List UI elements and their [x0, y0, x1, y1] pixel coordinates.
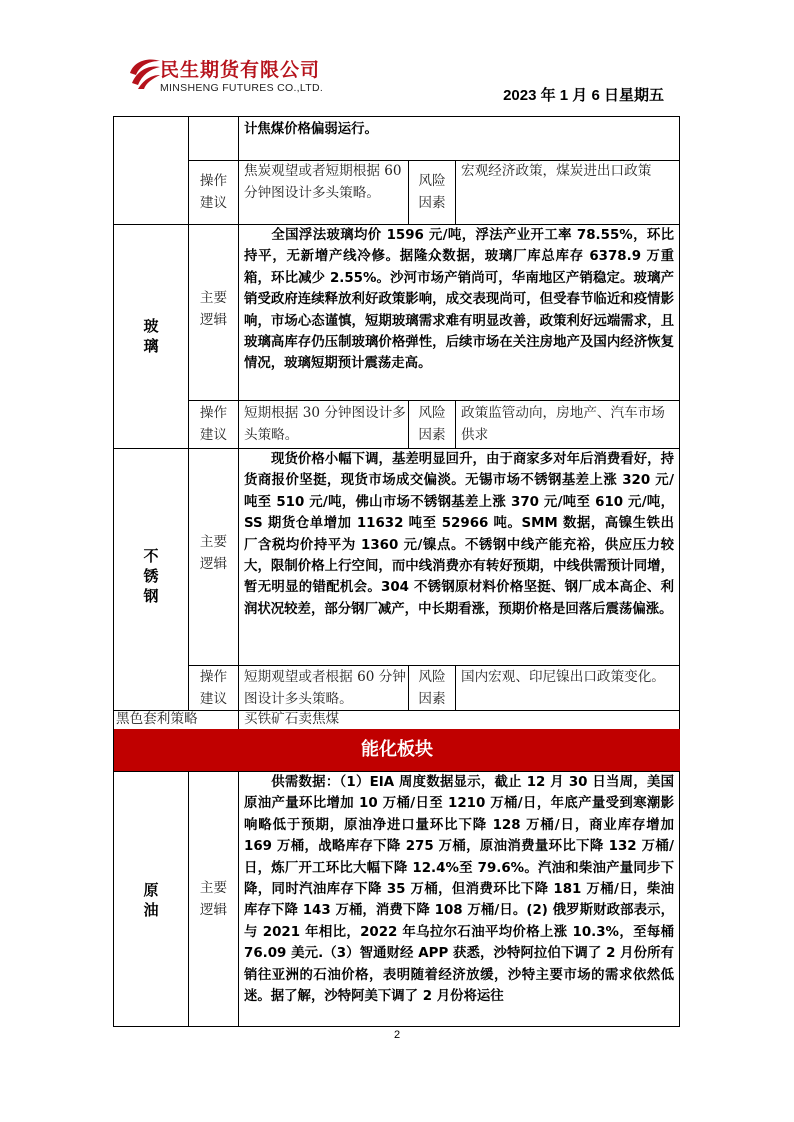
- coke-op-text: 焦炭观望或者短期根据 60 分钟图设计多头策略。: [244, 163, 402, 201]
- stainless-risk-label: 风险 因素: [418, 669, 446, 707]
- section-header-energy-chemical: 能化板块: [114, 729, 680, 771]
- stainless-name: 不 锈 钢: [143, 547, 159, 605]
- company-name-cn: 民生期货有限公司: [160, 59, 321, 81]
- coke-risk-text: 宏观经济政策，煤炭进出口政策: [461, 163, 652, 179]
- crude-logic: [244, 772, 674, 1026]
- glass-logic: [244, 225, 674, 375]
- page-header: [0, 0, 794, 116]
- glass-risk-label: 风险 因素: [418, 405, 446, 443]
- coke-logic-tail: 计焦煤价格偏弱运行。: [244, 122, 378, 137]
- stainless-logic-text: 现货价格小幅下调，基差明显回升，由于商家多对年后消费看好，持货商报价坚挺，现货市场成交偏淡。无锡市场不锈钢基差上涨 320 元/吨至 510 元/吨，佛山市场不锈钢基差上涨 370 元/吨至 610 元/吨，SS 期货仓单增加 11632 吨至 52966 吨。SMM 数据，高镍生铁出厂含税均价持平为 1360 元/镍点。不锈钢中线产能充裕，供应压力较大，限制价格上行空间，而中线消费亦有转好预期，中线供需预计同增，暂无明显的错配机会。304 不锈钢原材料价格坚挺、钢厂成本高企、利润状况较差，部分钢厂减产，中长期看涨，预期价格是回落后震荡偏涨。: [244, 452, 674, 617]
- glass-logic-text: 全国浮法玻璃均价 1596 元/吨，浮法产业开工率 78.55%，环比持平，无新增产线冷修。据隆众数据，玻璃厂库总库存 6378.9 万重箱，环比减少 2.55%。沙河市场产销尚可，华南地区产销稳定。玻璃产销受政府连续释放利好政策影响，成交表现尚可，但受春节临近和疫情影响，市场心态谨慎，短期玻璃需求难有明显改善，政策利好远端需求，且玻璃高库存仍压制玻璃价格弹性，后续市场在关注房地产及国内经济恢复情况，玻璃短期预计震荡走高。: [244, 228, 674, 372]
- arbitrage-label: 黑色套利策略: [116, 711, 198, 727]
- page-number: 2: [393, 1029, 401, 1041]
- glass-risk-text: 政策监管动向，房地产、汽车市场供求: [461, 405, 665, 443]
- company-name-en: MINSHENG FUTURES CO.,LTD.: [160, 82, 324, 94]
- glass-op-text: 短期根据 30 分钟图设计多头策略。: [244, 405, 406, 443]
- glass-logic-label: 主要 逻辑: [199, 290, 228, 328]
- crude-logic-text: 供需数据：（1）EIA 周度数据显示，截止 12 月 30 日当周，美国原油产量环比增加 10 万桶/日至 1210 万桶/日，年底产量受到寒潮影响略低于预期，原油净进口量环比下降 128 万桶/日，商业库存增加 169 万桶，战略库存下降 275 万桶，原油消费量环比下降 132 万桶/日，炼厂开工环比大幅下降 12.4%至 79.6%。汽油和柴油产量同步下降，同时汽油库存下降 35 万桶，但消费环比下降 181 万桶/日，柴油库存下降 143 万桶，消费下降 108 万桶/日。(2) 俄罗斯财政部表示，与 2021 年相比，2022 年乌拉尔石油平均价格上涨 10.3%，至每桶 76.09 美元.（3）智通财经 APP 获悉，沙特阿拉伯下调了 2 月份所有销往亚洲的石油价格，表明随着经济放缓，沙特主要市场的需求依然低迷。据了解，沙特阿美下调了 2 月份将运往: [244, 775, 674, 1005]
- stainless-logic: [244, 449, 674, 620]
- coke-risk-label: 风险 因素: [418, 173, 446, 211]
- stainless-op-label: 操作 建议: [199, 669, 228, 707]
- stainless-risk-text: 国内宏观、印尼镍出口政策变化。: [461, 669, 665, 685]
- arbitrage-text: 买铁矿石卖焦煤: [244, 711, 340, 727]
- header-divider: [114, 116, 680, 117]
- minsheng-logo-icon: [128, 55, 162, 91]
- report-date: 2023 年 1 月 6 日星期五: [503, 87, 664, 104]
- stainless-op-text: 短期观望或者根据 60 分钟图设计多头策略。: [244, 669, 406, 707]
- glass-op-label: 操作 建议: [199, 405, 228, 443]
- stainless-logic-label: 主要 逻辑: [199, 534, 228, 572]
- crude-logic-label: 主要 逻辑: [199, 880, 228, 918]
- coke-op-label: 操作 建议: [199, 173, 228, 211]
- crude-name: 原 油: [143, 881, 159, 919]
- glass-name: 玻 璃: [143, 317, 159, 355]
